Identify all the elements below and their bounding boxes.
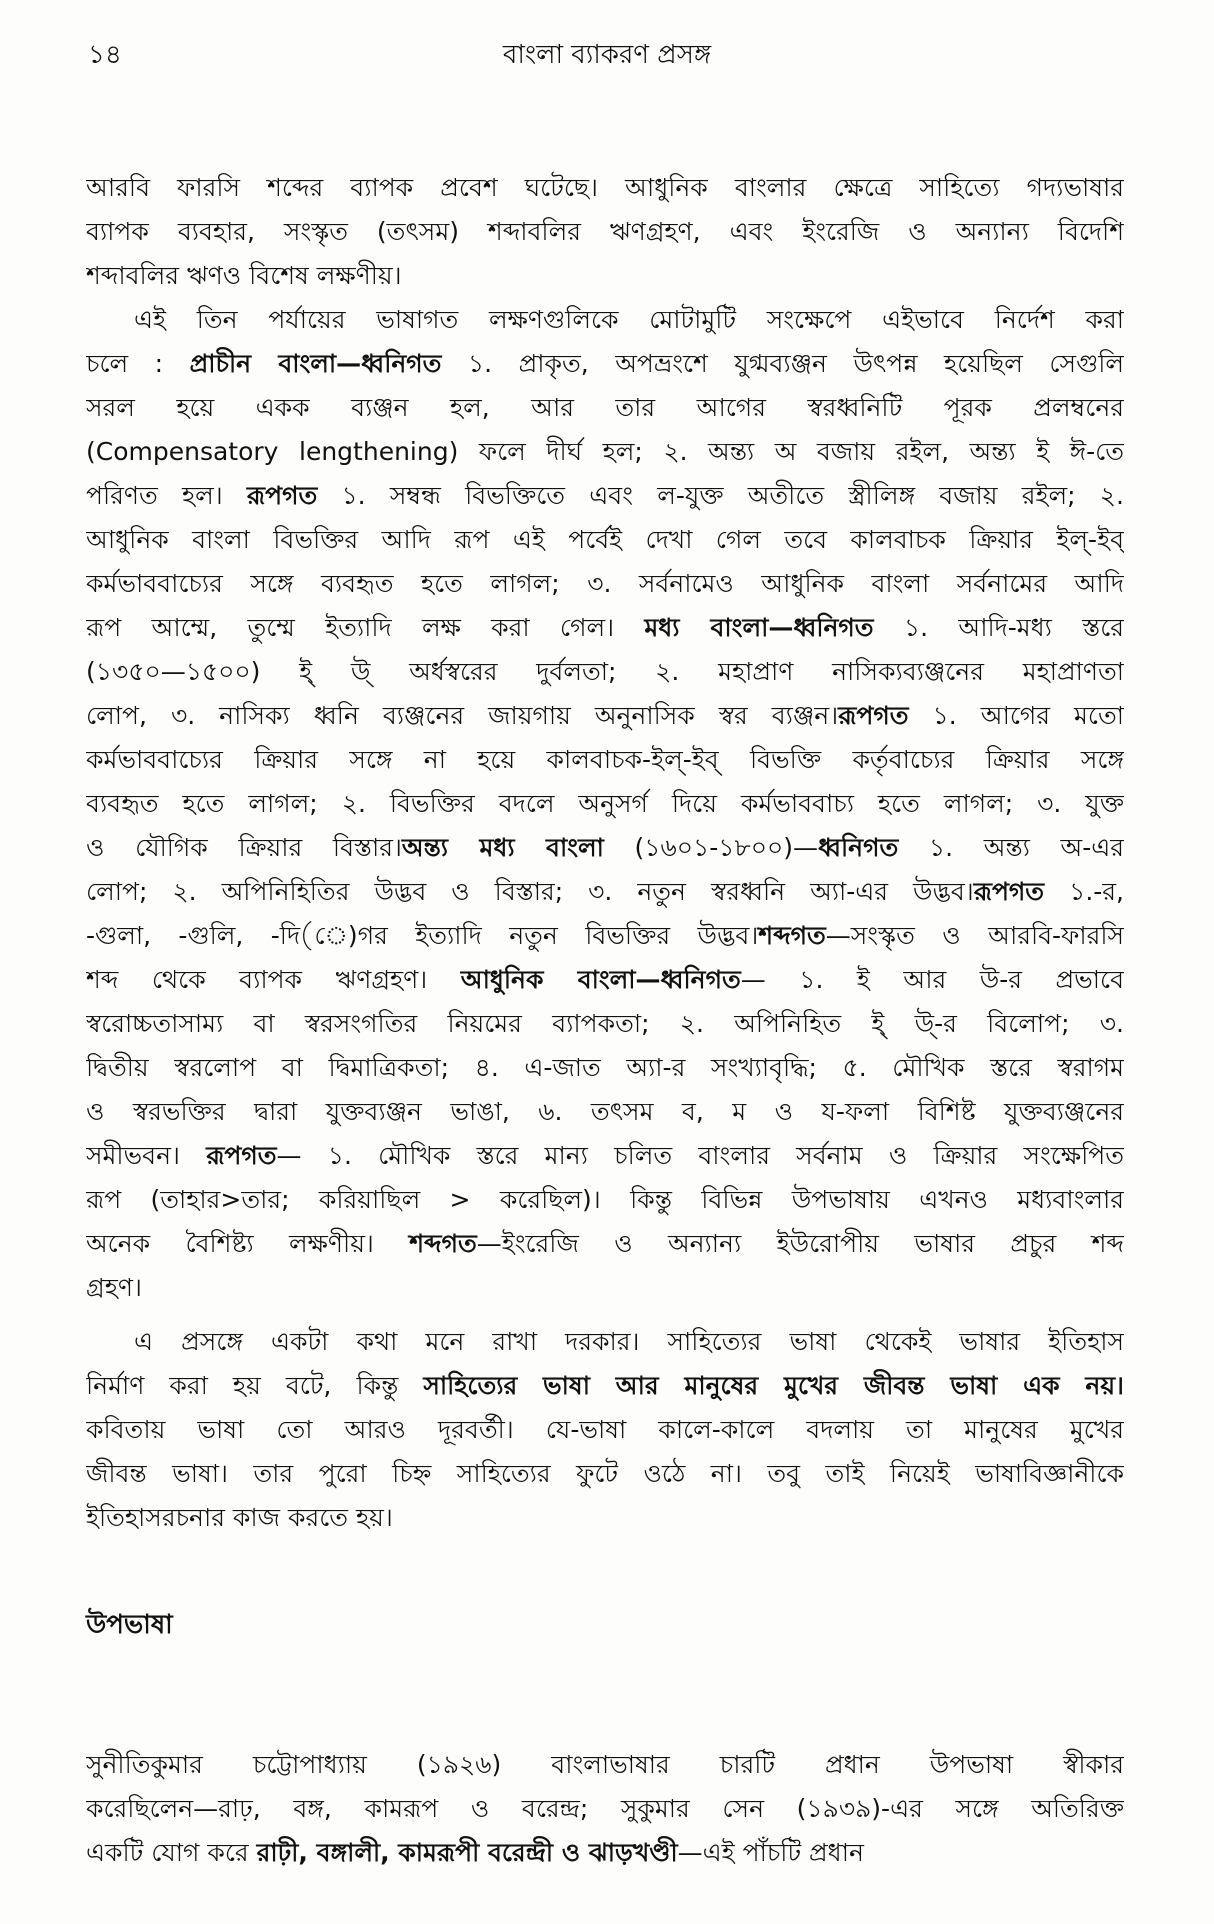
text-line xyxy=(86,518,1124,562)
text-segment: রূপ (তাহার>তার; করিয়াছিল > করেছিল)। কিন্তু বিভিন্ন উপভাষায় এখনও মধ্যবাংলার xyxy=(86,1185,1124,1214)
text-segment: কর্মভাববাচ্যের সঙ্গে ব্যবহৃত হতে লাগল; ৩. সর্বনামেও আধুনিক বাংলা সর্বনামের আদি xyxy=(86,569,1124,598)
text-segment: ১. সম্বন্ধ বিভক্তিতে এবং ল-যুক্ত অতীতে স্ত্রীলিঙ্গ বজায় রইল; ২. xyxy=(317,481,1124,510)
page-number: ১৪ xyxy=(88,40,122,70)
text-line xyxy=(86,1134,1124,1178)
text-line xyxy=(86,1743,1124,1787)
text-line xyxy=(86,1364,1124,1408)
section-heading: উপভাষা xyxy=(86,1610,173,1640)
text-line xyxy=(86,562,1124,606)
text-segment: করেছিলেন—রাঢ়, বঙ্গ, কামরূপ ও বরেন্দ্র; সুকুমার সেন (১৯৩৯)-এর সঙ্গে অতিরিক্ত xyxy=(86,1794,1124,1823)
text-line xyxy=(86,474,1124,518)
text-segment: — ১. ই আর উ-র প্রভাবে xyxy=(740,965,1124,994)
text-line xyxy=(86,342,1124,386)
text-segment: ১. প্রাকৃত, অপভ্রংশে যুগ্মব্যঞ্জন উৎপন্ন হয়েছিল সেগুলি xyxy=(441,349,1124,378)
text-segment: শব্দাবলির ঋণও বিশেষ লক্ষণীয়। xyxy=(86,261,402,290)
paragraph xyxy=(86,1320,1124,1540)
text-segment: —ইংরেজি ও অন্যান্য ইউরোপীয় ভাষার প্রচুর শব্দ xyxy=(476,1229,1124,1258)
text-segment: জীবন্ত ভাষা। তার পুরো চিহ্ন সাহিত্যের ফুটে ওঠে না। তবু তাই নিয়েই ভাষাবিজ্ঞানীকে xyxy=(86,1459,1124,1488)
text-segment: আধুনিক বাংলা বিভক্তির আদি রূপ এই পর্বেই দেখা গেল তবে কালবাচক ক্রিয়ার ইল্-ইব্ xyxy=(86,525,1124,554)
text-segment: ১. অন্ত্য অ-এর xyxy=(898,833,1124,862)
text-line xyxy=(86,210,1124,254)
text-segment: অনেক বৈশিষ্ট্য লক্ষণীয়। xyxy=(86,1229,410,1258)
text-segment: ব্যাপক ব্যবহার, সংস্কৃত (তৎসম) শব্দাবলির ঋণগ্রহণ, এবং ইংরেজি ও অন্যান্য বিদেশি xyxy=(86,217,1124,246)
text-line xyxy=(86,958,1124,1002)
text-line xyxy=(86,166,1124,210)
text-line xyxy=(86,1320,1124,1364)
text-line xyxy=(86,1496,1124,1540)
text-segment: শব্দ থেকে ব্যাপক ঋণগ্রহণ। xyxy=(86,965,461,994)
text-line xyxy=(86,1452,1124,1496)
text-segment: ও যৌগিক ক্রিয়ার বিস্তার। xyxy=(86,833,402,862)
bold-text: মধ্য বাংলা—ধ্বনিগত xyxy=(644,613,874,642)
text-line xyxy=(86,1046,1124,1090)
text-segment: (Compensatory lengthening) ফলে দীর্ঘ হল; ২. অন্ত্য অ বজায় রইল, অন্ত্য ই ঈ-তে xyxy=(86,437,1124,466)
text-line xyxy=(86,1831,1124,1875)
text-segment: ১. আগের মতো xyxy=(908,701,1124,730)
text-line xyxy=(86,1266,1124,1310)
bold-text: প্রাচীন বাংলা—ধ্বনিগত xyxy=(189,349,442,378)
text-segment: —সংস্কৃত ও আরবি-ফারসি xyxy=(825,921,1124,950)
paragraph xyxy=(86,1743,1124,1875)
bold-text: আধুনিক বাংলা—ধ্বনিগত xyxy=(460,965,741,994)
text-segment: — ১. মৌখিক স্তরে মান্য চলিত বাংলার সর্বনাম ও ক্রিয়ার সংক্ষেপিত xyxy=(276,1141,1124,1170)
text-segment: ব্যবহৃত হতে লাগল; ২. বিভক্তির বদলে অনুসর্গ দিয়ে কর্মভাববাচ্য হতে লাগল; ৩. যুক্ত xyxy=(86,789,1124,818)
text-line xyxy=(86,1178,1124,1222)
text-line xyxy=(86,1090,1124,1134)
text-segment: (১৬০১-১৮০০)— xyxy=(603,833,818,862)
text-segment: আরবি ফারসি শব্দের ব্যাপক প্রবেশ ঘটেছে। আধুনিক বাংলার ক্ষেত্রে সাহিত্যে গদ্যভাষার xyxy=(86,173,1124,202)
text-segment: রূপ আম্মে, তুম্মে ইত্যাদি লক্ষ করা গেল। xyxy=(86,613,645,642)
paragraph xyxy=(86,298,1124,1310)
bold-text: শব্দগত xyxy=(758,921,826,950)
bold-text: রূপগত xyxy=(838,701,909,730)
bold-text: ধ্বনিগত xyxy=(818,833,899,862)
text-segment: —এই পাঁচটি প্রধান xyxy=(677,1838,864,1867)
text-segment: দ্বিতীয় স্বরলোপ বা দ্বিমাত্রিকতা; ৪. এ-জাত অ্যা-র সংখ্যাবৃদ্ধি; ৫. মৌখিক স্তরে স্বরাগম xyxy=(86,1053,1124,1082)
text-line xyxy=(86,1787,1124,1831)
text-line xyxy=(86,254,1124,298)
text-segment: লোপ, ৩. নাসিক্য ধ্বনি ব্যঞ্জনের জায়গায় অনুনাসিক স্বর ব্যঞ্জন। xyxy=(86,701,839,730)
bold-text: রূপগত xyxy=(206,1141,277,1170)
paragraph xyxy=(86,166,1124,298)
text-line xyxy=(86,914,1124,958)
text-line xyxy=(86,1222,1124,1266)
text-segment: সমীভবন। xyxy=(86,1141,207,1170)
text-line xyxy=(86,430,1124,474)
text-segment: (১৩৫০—১৫০০) ই্ উ্ অর্ধস্বরের দুর্বলতা; ২. মহাপ্রাণ নাসিক্যব্যঞ্জনের মহাপ্রাণতা xyxy=(86,657,1124,686)
text-line xyxy=(86,386,1124,430)
bold-text: শব্দগত xyxy=(409,1229,477,1258)
text-segment: একটি যোগ করে xyxy=(86,1838,257,1867)
text-segment: লোপ; ২. অপিনিহিতির উদ্ভব ও বিস্তার; ৩. নতুন স্বরধ্বনি অ্যা-এর উদ্ভব। xyxy=(86,877,974,906)
text-segment: কর্মভাববাচ্যের ক্রিয়ার সঙ্গে না হয়ে কালবাচক-ইল্-ইব্ বিভক্তি কর্তৃবাচ্যের ক্রিয়ার সঙ্গে xyxy=(86,745,1124,774)
bold-text: রাঢ়ী, বঙ্গালী, কামরূপী বরেন্দ্রী ও ঝাড়খণ্ডী xyxy=(256,1838,678,1867)
text-segment: গ্রহণ। xyxy=(86,1273,142,1302)
text-segment: সরল হয়ে একক ব্যঞ্জন হল, আর তার আগের স্বরধ্বনিটি পূরক প্রলম্বনের xyxy=(86,393,1124,422)
text-segment: নির্মাণ করা হয় বটে, কিন্তু xyxy=(86,1371,424,1400)
bold-text: অন্ত্য মধ্য বাংলা xyxy=(401,833,604,862)
text-line xyxy=(86,1408,1124,1452)
text-segment: স্বরোচ্চতাসাম্য বা স্বরসংগতির নিয়মের ব্যাপকতা; ২. অপিনিহিত ই্ উ্-র বিলোপ; ৩. xyxy=(86,1009,1124,1038)
text-segment: এ প্রসঙ্গে একটা কথা মনে রাখা দরকার। সাহিত্যের ভাষা থেকেই ভাষার ইতিহাস xyxy=(134,1327,1124,1356)
running-title: বাংলা ব্যাকরণ প্রসঙ্গ xyxy=(502,40,712,70)
text-line xyxy=(86,870,1124,914)
text-line xyxy=(86,694,1124,738)
text-line xyxy=(86,650,1124,694)
text-line xyxy=(86,738,1124,782)
text-line xyxy=(86,1002,1124,1046)
text-line xyxy=(86,826,1124,870)
bold-text: রূপগত xyxy=(246,481,318,510)
text-segment: কবিতায় ভাষা তো আরও দূরবর্তী। যে-ভাষা কালে-কালে বদলায় তা মানুষের মুখের xyxy=(86,1415,1124,1444)
bold-text: রূপগত xyxy=(973,877,1045,906)
text-segment: এই তিন পর্যায়ের ভাষাগত লক্ষণগুলিকে মোটামুটি সংক্ষেপে এইভাবে নির্দেশ করা xyxy=(134,305,1124,334)
text-line xyxy=(86,782,1124,826)
text-segment: চলে : xyxy=(86,349,190,378)
text-segment: ১. আদি-মধ্য স্তরে xyxy=(873,613,1124,642)
text-segment: সুনীতিকুমার চট্টোপাধ্যায় (১৯২৬) বাংলাভাষার চারটি প্রধান উপভাষা স্বীকার xyxy=(86,1750,1124,1779)
text-segment: ও স্বরভক্তির দ্বারা যুক্তব্যঞ্জন ভাঙা, ৬. তৎসম ব, ম ও য-ফলা বিশিষ্ট যুক্তব্যঞ্জনের xyxy=(86,1097,1124,1126)
text-line xyxy=(86,298,1124,342)
text-segment: ১.-র, xyxy=(1044,877,1124,906)
text-segment: পরিণত হল। xyxy=(86,481,247,510)
text-segment: -গুলা, -গুলি, -দি(ে)গর ইত্যাদি নতুন বিভক্তির উদ্ভব। xyxy=(86,921,759,950)
text-segment: ইতিহাসরচনার কাজ করতে হয়। xyxy=(86,1503,393,1532)
bold-text: সাহিত্যের ভাষা আর মানুষের মুখের জীবন্ত ভাষা এক নয়। xyxy=(423,1371,1124,1400)
text-line xyxy=(86,606,1124,650)
